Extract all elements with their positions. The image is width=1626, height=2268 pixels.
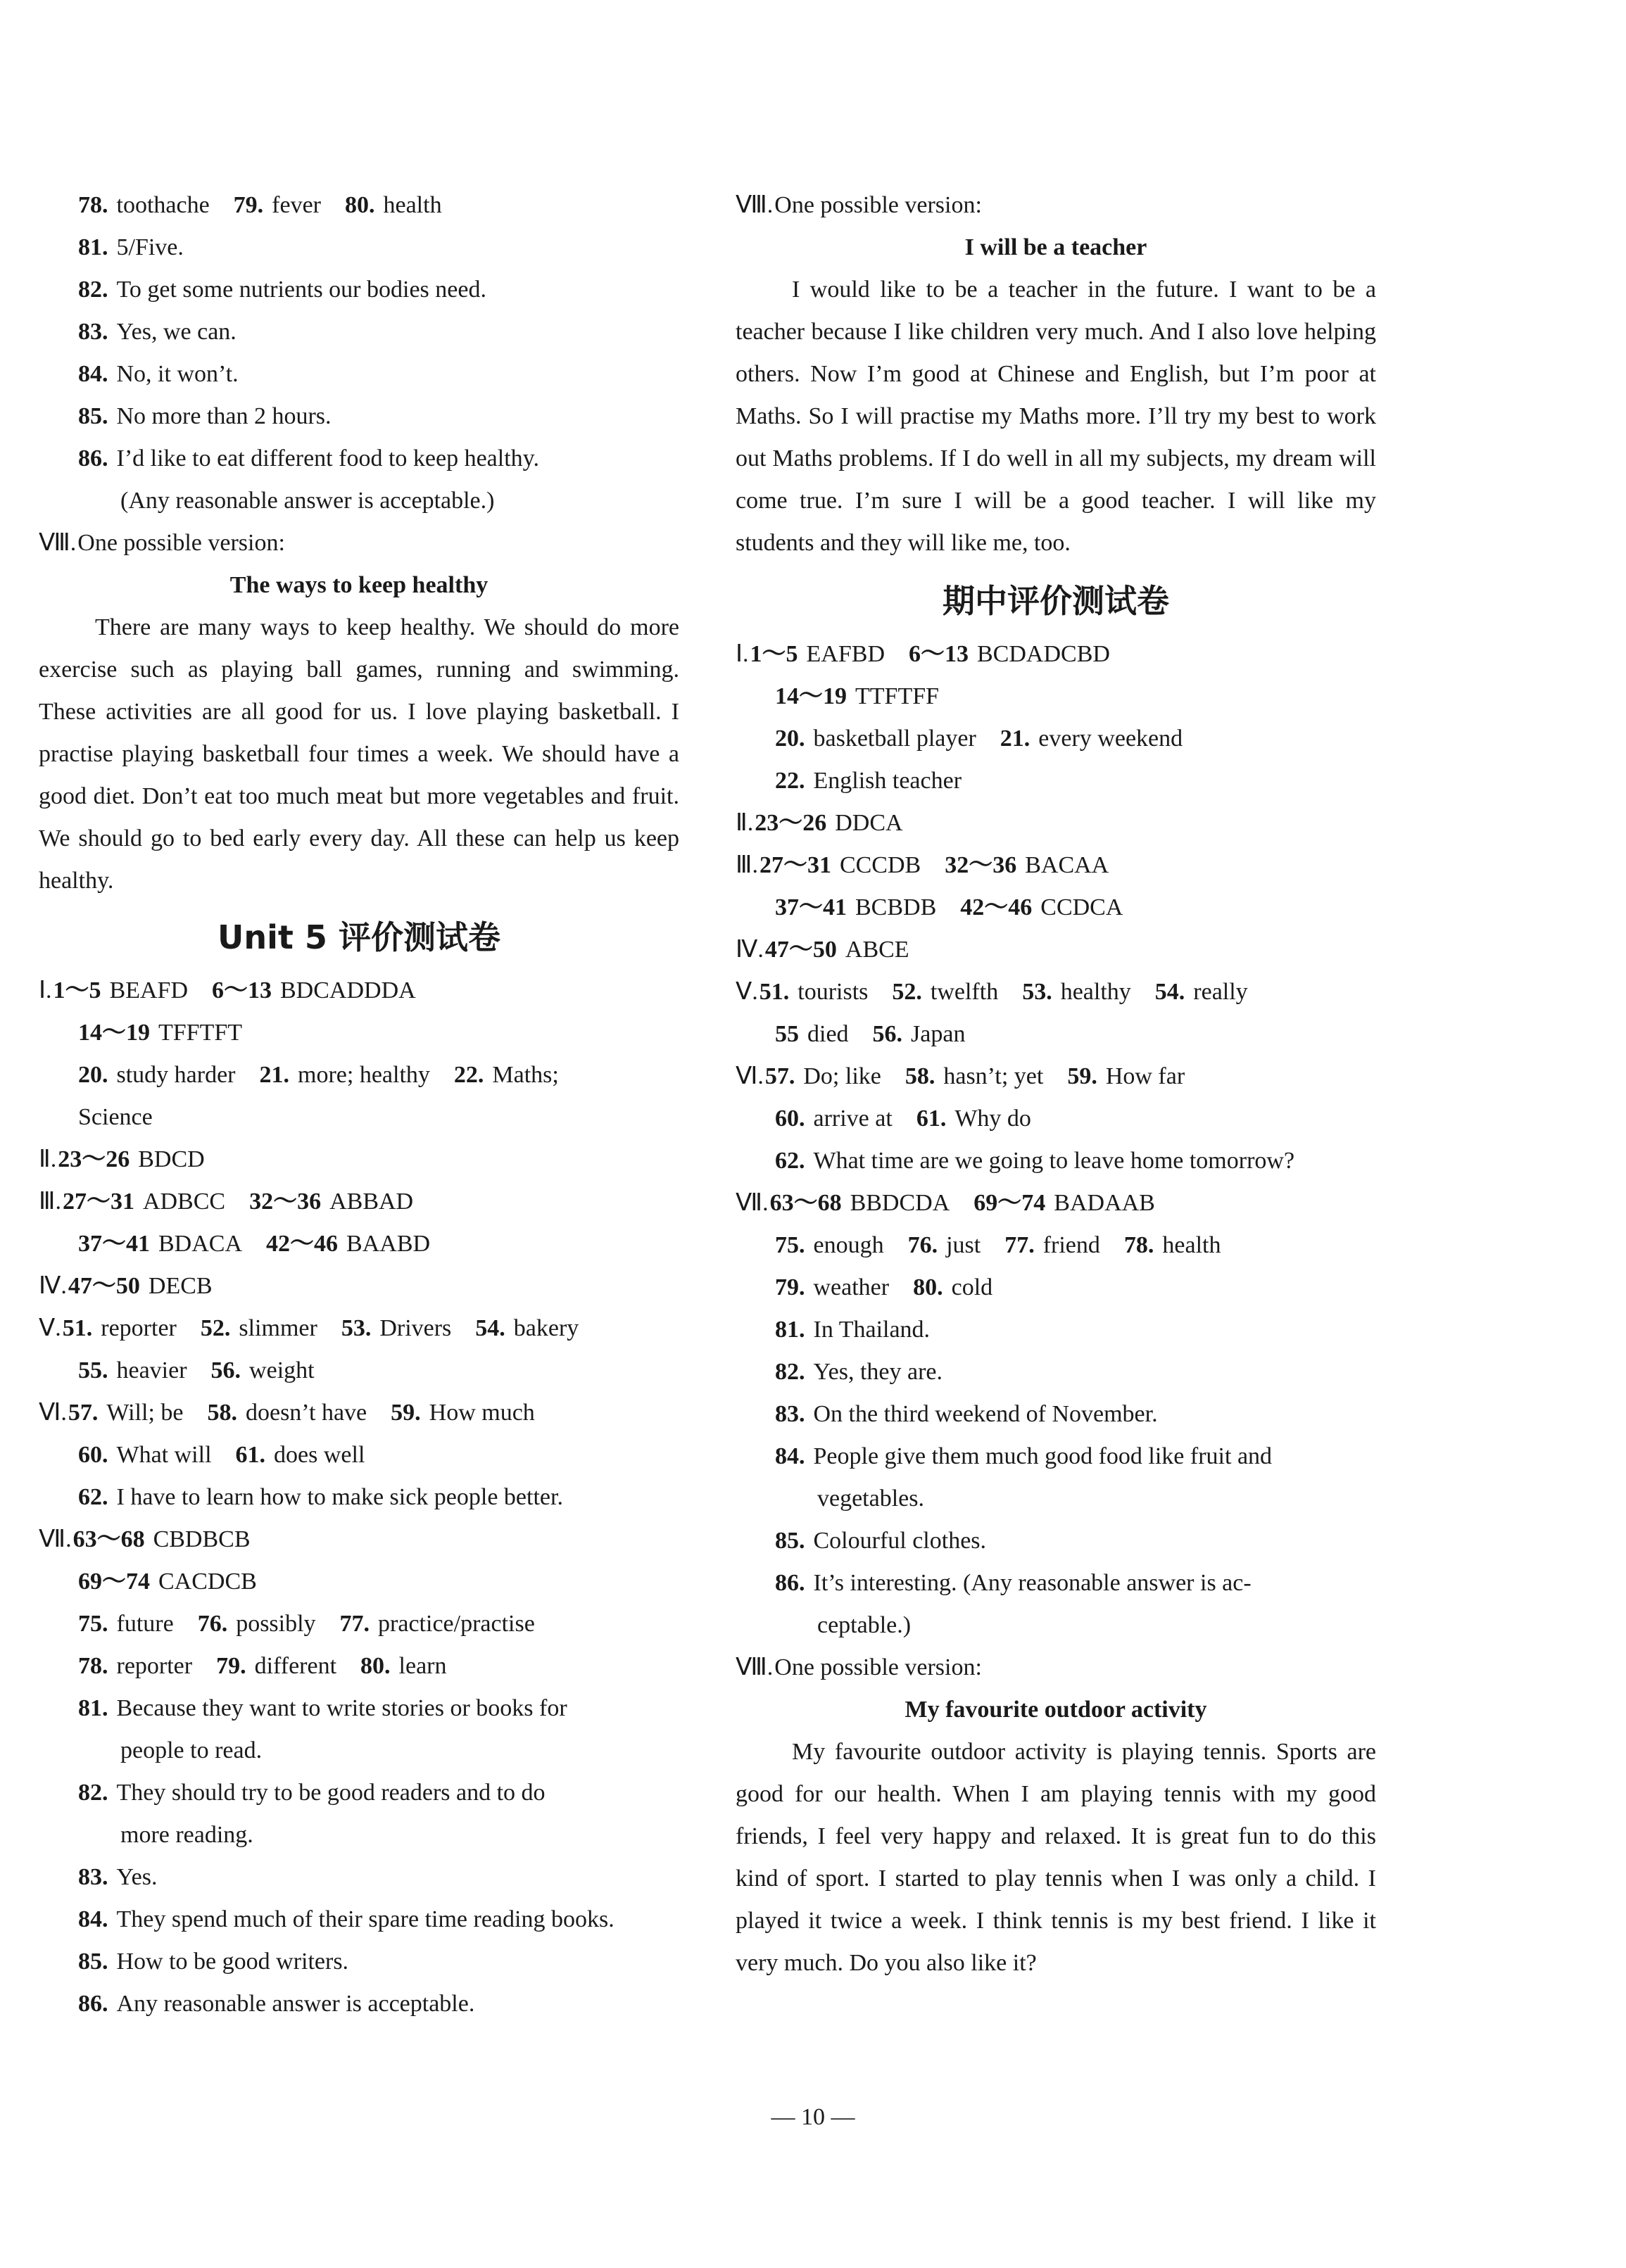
answer-text: CCCDB xyxy=(839,852,921,878)
answer-text: What time are we going to leave home tomorrow? xyxy=(813,1148,1295,1174)
answer-line xyxy=(39,353,679,395)
answer-text: hasn’t; yet xyxy=(943,1063,1044,1089)
answer-line xyxy=(39,1814,679,1856)
answer-text: reporter xyxy=(101,1315,177,1341)
answer-text: They should try to be good readers and to do xyxy=(116,1780,546,1806)
answer-text: vegetables. xyxy=(817,1485,924,1512)
answer-line xyxy=(39,1392,679,1434)
answer-text: Yes, we can. xyxy=(116,319,237,345)
question-number: 51. xyxy=(62,1315,93,1341)
answer-text: arrive at xyxy=(813,1106,893,1132)
answer-text: People give them much good food like fruit and xyxy=(813,1443,1273,1469)
answer-text: How much xyxy=(429,1400,535,1426)
answer-text: CBDBCB xyxy=(153,1526,251,1552)
answer-text: died xyxy=(807,1021,849,1047)
left-column xyxy=(39,184,679,2025)
question-number: 86. xyxy=(78,1991,108,2017)
answer-text: more; healthy xyxy=(298,1062,430,1088)
question-number: 81. xyxy=(78,1695,108,1721)
question-range: 27～31 xyxy=(759,852,831,878)
question-number: 22. xyxy=(775,768,805,794)
answer-text: enough xyxy=(813,1232,884,1258)
answer-text: fever xyxy=(272,192,321,218)
answer-text: No, it won’t. xyxy=(116,361,239,387)
answer-text: study harder xyxy=(116,1062,236,1088)
answer-text: DECB xyxy=(148,1273,213,1299)
answer-text: possibly xyxy=(236,1611,316,1637)
answer-text: BAABD xyxy=(346,1231,431,1257)
answer-line xyxy=(39,1561,679,1603)
answer-text: weather xyxy=(813,1274,890,1300)
section-number: Ⅶ. xyxy=(736,1190,769,1216)
answer-line xyxy=(39,184,679,227)
question-range: 32～36 xyxy=(945,852,1017,878)
answer-line xyxy=(736,1013,1376,1056)
essay-title: My favourite outdoor activity xyxy=(905,1697,1207,1723)
answer-line xyxy=(39,1645,679,1687)
answer-text: every weekend xyxy=(1038,726,1183,752)
answer-text: different xyxy=(254,1653,337,1679)
question-range: 23～26 xyxy=(755,810,827,836)
question-number: 81. xyxy=(78,234,108,260)
question-number: 77. xyxy=(339,1611,370,1637)
question-number: 79. xyxy=(775,1274,805,1300)
answer-text: (Any reasonable answer is acceptable.) xyxy=(120,488,495,514)
section-label: One possible version: xyxy=(774,192,982,218)
question-range: 63～68 xyxy=(769,1190,842,1216)
answer-text: BCDADCBD xyxy=(977,641,1110,667)
answer-text: They spend much of their spare time reading books. xyxy=(116,1906,615,1932)
answer-text: more reading. xyxy=(120,1822,253,1848)
answer-line xyxy=(39,269,679,311)
answer-line xyxy=(736,676,1376,718)
answer-line xyxy=(736,1478,1376,1520)
question-number: 22. xyxy=(453,1062,484,1088)
answer-line xyxy=(39,1223,679,1265)
right-column xyxy=(736,184,1376,1984)
answer-line xyxy=(736,1351,1376,1393)
answer-text: TFFTFT xyxy=(158,1020,243,1046)
answer-line xyxy=(39,1434,679,1476)
answer-text: BADAAB xyxy=(1054,1190,1155,1216)
question-range: 47～50 xyxy=(764,937,837,963)
section-heading: 期中评价测试卷 xyxy=(943,582,1169,620)
answer-line xyxy=(736,1520,1376,1562)
question-number: 61. xyxy=(235,1442,266,1468)
answer-line xyxy=(736,718,1376,760)
answer-line xyxy=(39,1054,679,1096)
answer-line xyxy=(736,1267,1376,1309)
answer-text: DDCA xyxy=(835,810,903,836)
essay-body: My favourite outdoor activity is playing tennis. Sports are good for our health. When I am playing tennis with my good friends, I feel very happy and relaxed. It is great fun to do this kind of sport. I started to play tennis when I was only a child. I played it twice a week. I think tennis is my best friend. I like it very much. Do you also like it? xyxy=(736,1739,1376,1976)
answer-line xyxy=(39,1519,679,1561)
answer-line xyxy=(736,802,1376,844)
answer-text: No more than 2 hours. xyxy=(116,403,332,429)
answer-line xyxy=(736,929,1376,971)
answer-text: Do; like xyxy=(803,1063,881,1089)
question-range: 27～31 xyxy=(62,1189,134,1215)
answer-line xyxy=(736,1182,1376,1224)
answer-line xyxy=(39,1181,679,1223)
answer-text: Because they want to write stories or books for xyxy=(116,1695,567,1721)
question-number: 60. xyxy=(78,1442,108,1468)
answer-text: Yes. xyxy=(116,1864,158,1890)
answer-text: toothache xyxy=(116,192,210,218)
question-number: 76. xyxy=(907,1232,938,1258)
answer-text: cold xyxy=(951,1274,993,1300)
question-number: 82. xyxy=(78,277,108,303)
answer-text: How far xyxy=(1105,1063,1185,1089)
section-number: Ⅲ. xyxy=(736,852,758,878)
question-range: 42～46 xyxy=(266,1231,339,1257)
question-number: 78. xyxy=(78,192,108,218)
question-range: 14～19 xyxy=(78,1020,150,1046)
question-number: 80. xyxy=(345,192,375,218)
answer-text: twelfth xyxy=(930,979,999,1005)
answer-line xyxy=(736,1224,1376,1267)
answer-text: Science xyxy=(78,1104,153,1130)
answer-text: just xyxy=(946,1232,981,1258)
question-number: 82. xyxy=(775,1359,805,1385)
answer-text: CACDCB xyxy=(158,1569,257,1595)
section-line xyxy=(736,1647,1376,1689)
answer-text: Why do xyxy=(954,1106,1031,1132)
answer-text: weight xyxy=(249,1357,315,1383)
section-heading: Unit 5 评价测试卷 xyxy=(218,918,500,956)
question-number: 79. xyxy=(216,1653,246,1679)
answer-line xyxy=(39,1096,679,1139)
answer-text: TTFTFF xyxy=(855,683,940,709)
answer-line xyxy=(736,1098,1376,1140)
answer-line xyxy=(39,1307,679,1350)
answer-text: reporter xyxy=(116,1653,193,1679)
answer-line xyxy=(39,1899,679,1941)
question-range: 6～13 xyxy=(909,641,969,667)
answer-text: basketball player xyxy=(813,726,976,752)
essay-body: There are many ways to keep healthy. We should do more exercise such as playing ball games, running and swimming. These activities are all good for us. I love playing basketball. I practise playing basketball four times a week. We should have a good diet. Don’t eat too much meat but more vegetables and fruit. We should go to bed early every day. All these can help us keep healthy. xyxy=(39,614,679,894)
essay-body: I would like to be a teacher in the future. I want to be a teacher because I like children very much. And I also love helping others. Now I’m good at Chinese and English, but I’m poor at Maths. So I will practise my Maths more. I’ll try my best to work out Maths problems. If I do well in all my subjects, my dream will come true. I’m sure I will be a good teacher. I will like my students and they will like me, too. xyxy=(736,277,1376,556)
answer-line xyxy=(39,1941,679,1983)
answer-text: It’s interesting. (Any reasonable answer is ac- xyxy=(813,1570,1252,1596)
question-number: 58. xyxy=(207,1400,237,1426)
question-range: 69～74 xyxy=(78,1569,150,1595)
answer-text: CCDCA xyxy=(1040,894,1123,920)
question-number: 81. xyxy=(775,1317,805,1343)
answer-line xyxy=(736,1140,1376,1182)
answer-text: Maths; xyxy=(492,1062,559,1088)
question-range: 14～19 xyxy=(775,683,847,709)
answer-text: people to read. xyxy=(120,1737,263,1763)
answer-line xyxy=(736,633,1376,676)
answer-text: BDCADDDA xyxy=(280,977,416,1003)
answer-line xyxy=(39,1730,679,1772)
answer-text: 5/Five. xyxy=(116,234,184,260)
section-number: Ⅵ. xyxy=(39,1400,67,1426)
answer-text: BDACA xyxy=(158,1231,243,1257)
question-range: 42～46 xyxy=(960,894,1033,920)
section-number: Ⅱ. xyxy=(39,1146,57,1172)
question-number: 56. xyxy=(210,1357,241,1383)
answer-text: ADBCC xyxy=(142,1189,226,1215)
answer-text: health xyxy=(1162,1232,1221,1258)
section-number: Ⅶ. xyxy=(39,1526,72,1552)
question-number: 86. xyxy=(78,445,108,471)
question-number: 78. xyxy=(1123,1232,1154,1258)
answer-text: Will; be xyxy=(106,1400,184,1426)
question-number: 86. xyxy=(775,1570,805,1596)
answer-line xyxy=(736,760,1376,802)
answer-text: heavier xyxy=(116,1357,187,1383)
answer-text: healthy xyxy=(1060,979,1131,1005)
question-number: 78. xyxy=(78,1653,108,1679)
section-number: Ⅷ. xyxy=(39,530,77,556)
question-range: 1～5 xyxy=(750,641,798,667)
answer-text: On the third weekend of November. xyxy=(813,1401,1158,1427)
section-number: Ⅱ. xyxy=(736,810,754,836)
question-range: 47～50 xyxy=(68,1273,140,1299)
answer-text: I have to learn how to make sick people better. xyxy=(116,1484,563,1510)
question-number: 20. xyxy=(78,1062,108,1088)
question-number: 59. xyxy=(391,1400,421,1426)
question-number: 84. xyxy=(78,361,108,387)
answer-line xyxy=(736,844,1376,887)
answer-text: ABCE xyxy=(845,937,909,963)
answer-line xyxy=(39,1772,679,1814)
question-number: 79. xyxy=(233,192,264,218)
question-number: 75. xyxy=(78,1611,108,1637)
answer-line xyxy=(736,1436,1376,1478)
answer-line xyxy=(736,887,1376,929)
question-number: 83. xyxy=(78,319,108,345)
answer-line xyxy=(39,1856,679,1899)
essay-title: The ways to keep healthy xyxy=(229,572,489,598)
answer-text: Any reasonable answer is acceptable. xyxy=(116,1991,475,2017)
answer-text: To get some nutrients our bodies need. xyxy=(116,277,486,303)
answer-line xyxy=(39,480,679,522)
answer-text: health xyxy=(383,192,442,218)
question-number: 53. xyxy=(341,1315,372,1341)
question-number: 76. xyxy=(197,1611,228,1637)
answer-text: doesn’t have xyxy=(245,1400,367,1426)
question-range: 63～68 xyxy=(73,1526,145,1552)
question-number: 85. xyxy=(78,1949,108,1975)
answer-line xyxy=(39,395,679,438)
answer-text: I’d like to eat different food to keep healthy. xyxy=(116,445,539,471)
answer-text: Colourful clothes. xyxy=(813,1528,987,1554)
question-number: 84. xyxy=(78,1906,108,1932)
question-number: 85. xyxy=(775,1528,805,1554)
answer-text: BBDCDA xyxy=(850,1190,950,1216)
section-label: One possible version: xyxy=(774,1654,982,1680)
section-number: Ⅳ. xyxy=(736,937,764,963)
answer-line xyxy=(39,1139,679,1181)
question-number: 20. xyxy=(775,726,805,752)
question-number: 56. xyxy=(872,1021,903,1047)
answer-line xyxy=(39,1476,679,1519)
question-number: 83. xyxy=(775,1401,805,1427)
answer-text: ABBAD xyxy=(329,1189,414,1215)
page-number: — 10 — xyxy=(771,2104,855,2130)
answer-line xyxy=(39,1983,679,2025)
answer-text: In Thailand. xyxy=(813,1317,931,1343)
answer-line xyxy=(39,1265,679,1307)
answer-text: How to be good writers. xyxy=(116,1949,349,1975)
question-number: 51. xyxy=(759,979,790,1005)
section-line xyxy=(39,522,679,564)
question-number: 60. xyxy=(775,1106,805,1132)
essay-title: I will be a teacher xyxy=(964,234,1147,260)
question-number: 62. xyxy=(78,1484,108,1510)
answer-text: ceptable.) xyxy=(817,1612,912,1638)
question-range: 37～41 xyxy=(775,894,847,920)
question-number: 61. xyxy=(916,1106,947,1132)
answer-text: does well xyxy=(274,1442,365,1468)
section-number: Ⅷ. xyxy=(736,1654,774,1680)
question-number: 80. xyxy=(360,1653,391,1679)
question-number: 53. xyxy=(1022,979,1052,1005)
question-number: 57. xyxy=(764,1063,795,1089)
answer-text: BEAFD xyxy=(109,977,188,1003)
answer-line xyxy=(736,1309,1376,1351)
answer-line xyxy=(736,1562,1376,1604)
question-number: 77. xyxy=(1004,1232,1035,1258)
section-number: Ⅴ. xyxy=(736,979,758,1005)
question-number: 84. xyxy=(775,1443,805,1469)
section-number: Ⅲ. xyxy=(39,1189,61,1215)
question-number: 54. xyxy=(1154,979,1185,1005)
question-number: 59. xyxy=(1067,1063,1097,1089)
question-number: 58. xyxy=(905,1063,935,1089)
answer-text: tourists xyxy=(798,979,869,1005)
answer-text: really xyxy=(1193,979,1248,1005)
answer-line xyxy=(736,1604,1376,1647)
section-number: Ⅷ. xyxy=(736,192,774,218)
answer-text: Japan xyxy=(911,1021,966,1047)
section-number: Ⅰ. xyxy=(736,641,749,667)
question-number: 83. xyxy=(78,1864,108,1890)
question-range: 69～74 xyxy=(973,1190,1046,1216)
section-label: One possible version: xyxy=(77,530,285,556)
answer-text: BACAA xyxy=(1025,852,1109,878)
answer-line xyxy=(736,1393,1376,1436)
section-number: Ⅳ. xyxy=(39,1273,67,1299)
answer-text: BCBDB xyxy=(855,894,937,920)
answer-line xyxy=(39,438,679,480)
answer-text: BDCD xyxy=(138,1146,205,1172)
question-number: 55 xyxy=(775,1021,799,1047)
answer-text: learn xyxy=(398,1653,447,1679)
section-number: Ⅰ. xyxy=(39,977,52,1003)
question-number: 82. xyxy=(78,1780,108,1806)
answer-text: friend xyxy=(1042,1232,1100,1258)
section-line xyxy=(736,184,1376,227)
question-number: 62. xyxy=(775,1148,805,1174)
question-number: 52. xyxy=(892,979,922,1005)
answer-text: slimmer xyxy=(239,1315,317,1341)
question-number: 85. xyxy=(78,403,108,429)
answer-text: English teacher xyxy=(813,768,962,794)
answer-line xyxy=(39,1603,679,1645)
answer-line xyxy=(39,970,679,1012)
answer-line xyxy=(736,1056,1376,1098)
question-range: 32～36 xyxy=(249,1189,322,1215)
answer-line xyxy=(39,311,679,353)
question-range: 6～13 xyxy=(212,977,272,1003)
section-number: Ⅴ. xyxy=(39,1315,61,1341)
answer-text: Drivers xyxy=(379,1315,452,1341)
question-number: 55. xyxy=(78,1357,108,1383)
answer-text: bakery xyxy=(513,1315,579,1341)
answer-text: Yes, they are. xyxy=(813,1359,943,1385)
question-number: 21. xyxy=(259,1062,290,1088)
question-number: 57. xyxy=(68,1400,99,1426)
answer-text: future xyxy=(116,1611,174,1637)
answer-line xyxy=(736,971,1376,1013)
question-number: 54. xyxy=(475,1315,505,1341)
question-number: 21. xyxy=(1000,726,1031,752)
answer-line xyxy=(39,227,679,269)
question-number: 80. xyxy=(913,1274,943,1300)
question-range: 23～26 xyxy=(58,1146,130,1172)
section-number: Ⅵ. xyxy=(736,1063,764,1089)
answer-line xyxy=(39,1687,679,1730)
question-range: 1～5 xyxy=(53,977,101,1003)
answer-line xyxy=(39,1350,679,1392)
answer-text: practice/practise xyxy=(378,1611,535,1637)
question-range: 37～41 xyxy=(78,1231,150,1257)
answer-text: EAFBD xyxy=(806,641,885,667)
answer-text: What will xyxy=(116,1442,212,1468)
question-number: 75. xyxy=(775,1232,805,1258)
question-number: 52. xyxy=(200,1315,231,1341)
answer-line xyxy=(39,1012,679,1054)
